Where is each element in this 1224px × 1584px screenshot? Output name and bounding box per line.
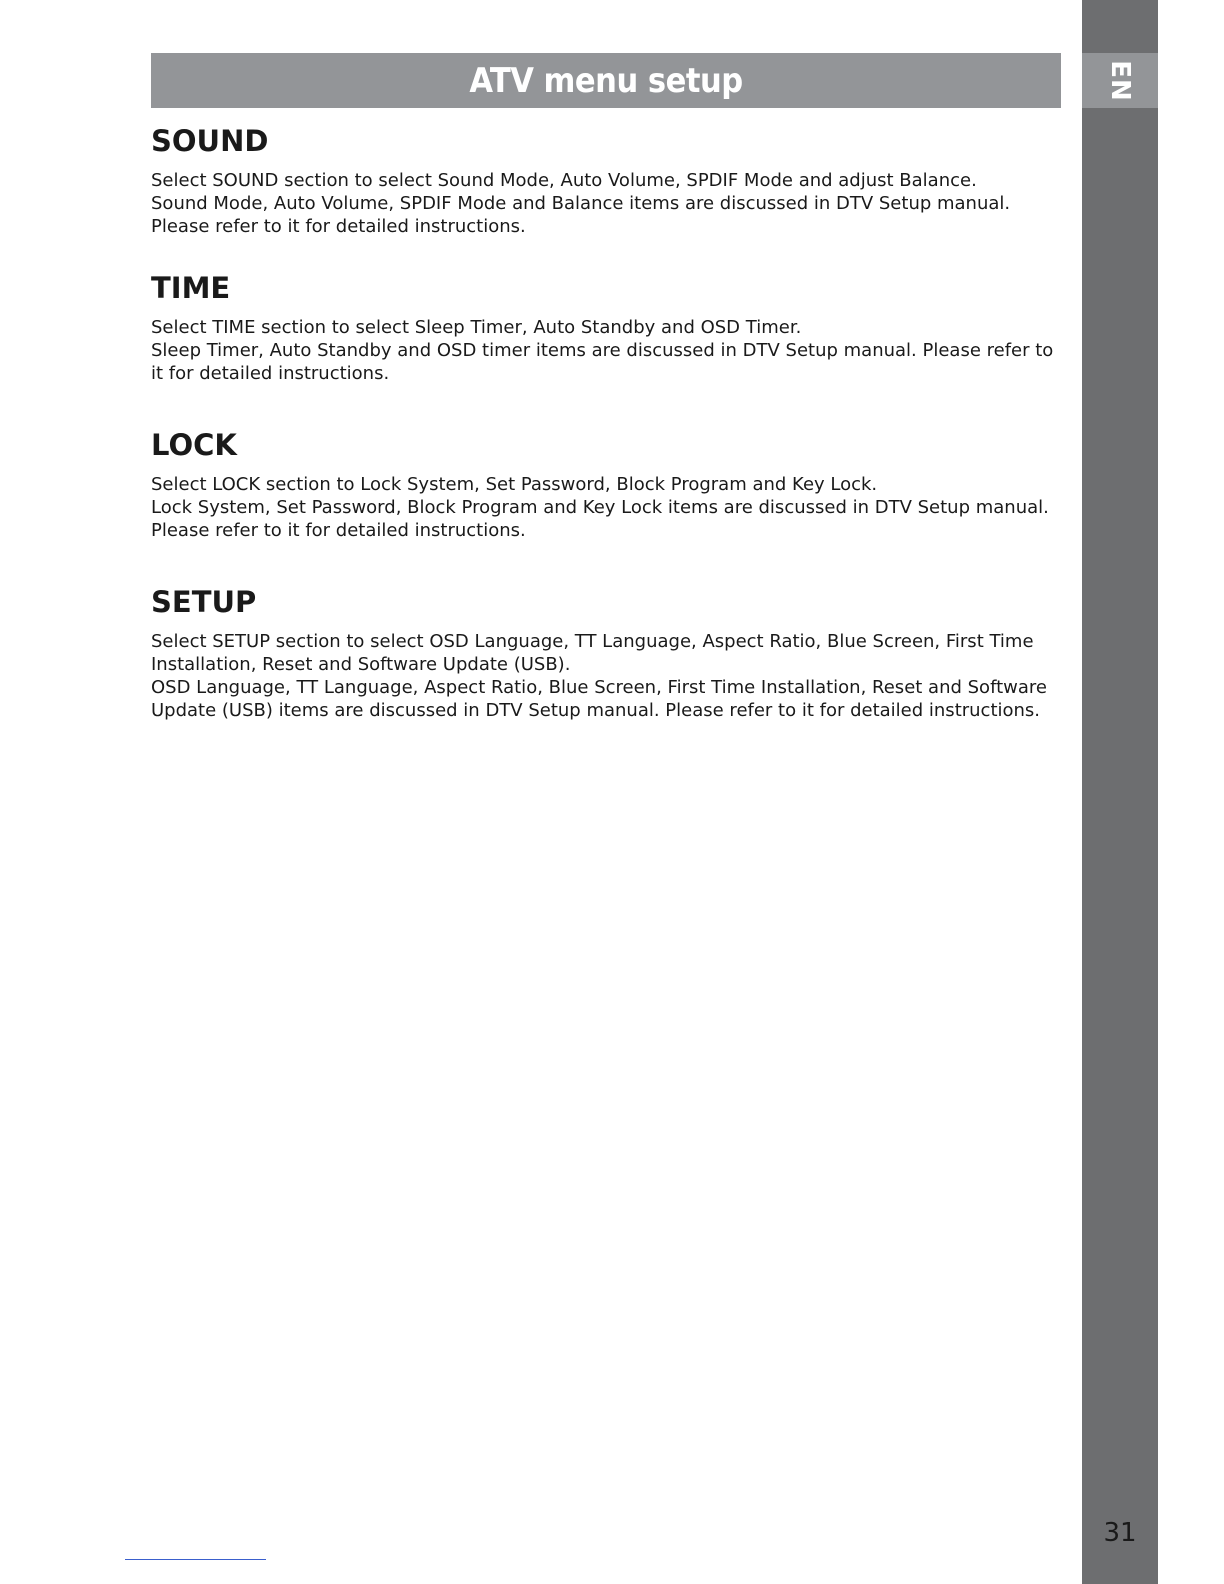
section-body xyxy=(151,316,1063,385)
section-body xyxy=(151,169,1063,238)
section-paragraph: Select SETUP section to select OSD Language, TT Language, Aspect Ratio, Blue Screen, First Time Installation, Reset and Software Update (USB). xyxy=(151,631,1034,675)
side-bar xyxy=(1082,0,1158,1584)
title-banner xyxy=(151,53,1061,108)
section-paragraph: Sound Mode, Auto Volume, SPDIF Mode and Balance items are discussed in DTV Setup manual. Please refer to it for detailed instructions. xyxy=(151,193,1011,237)
page-number: 31 xyxy=(1103,1518,1137,1548)
section-paragraph: Select TIME section to select Sleep Timer, Auto Standby and OSD Timer. xyxy=(151,317,802,338)
section-body xyxy=(151,473,1063,542)
section-heading: TIME xyxy=(151,271,231,305)
section-heading: SOUND xyxy=(151,124,269,158)
section-heading: LOCK xyxy=(151,428,237,462)
section-time xyxy=(151,270,1063,385)
section-paragraph: Lock System, Set Password, Block Program and Key Lock items are discussed in DTV Setup manual. Please refer to it for detailed instructions. xyxy=(151,497,1049,541)
footer-rule xyxy=(125,1559,266,1560)
section-heading: SETUP xyxy=(151,585,257,619)
section-body xyxy=(151,630,1063,722)
section-sound xyxy=(151,123,1063,238)
section-paragraph: Select SOUND section to select Sound Mode, Auto Volume, SPDIF Mode and adjust Balance. xyxy=(151,170,977,191)
section-paragraph: OSD Language, TT Language, Aspect Ratio, Blue Screen, First Time Installation, Reset and Software Update (USB) items are discussed in DTV Setup manual. Please refer to it for detailed instructions. xyxy=(151,677,1047,721)
page-title: ATV menu setup xyxy=(469,60,743,101)
section-paragraph: Sleep Timer, Auto Standby and OSD timer items are discussed in DTV Setup manual. Please refer to it for detailed instructions. xyxy=(151,340,1054,384)
section-setup xyxy=(151,584,1063,722)
language-label: EN xyxy=(1105,59,1135,102)
section-paragraph: Select LOCK section to Lock System, Set Password, Block Program and Key Lock. xyxy=(151,474,878,495)
language-tab xyxy=(1082,53,1158,108)
section-lock xyxy=(151,427,1063,542)
